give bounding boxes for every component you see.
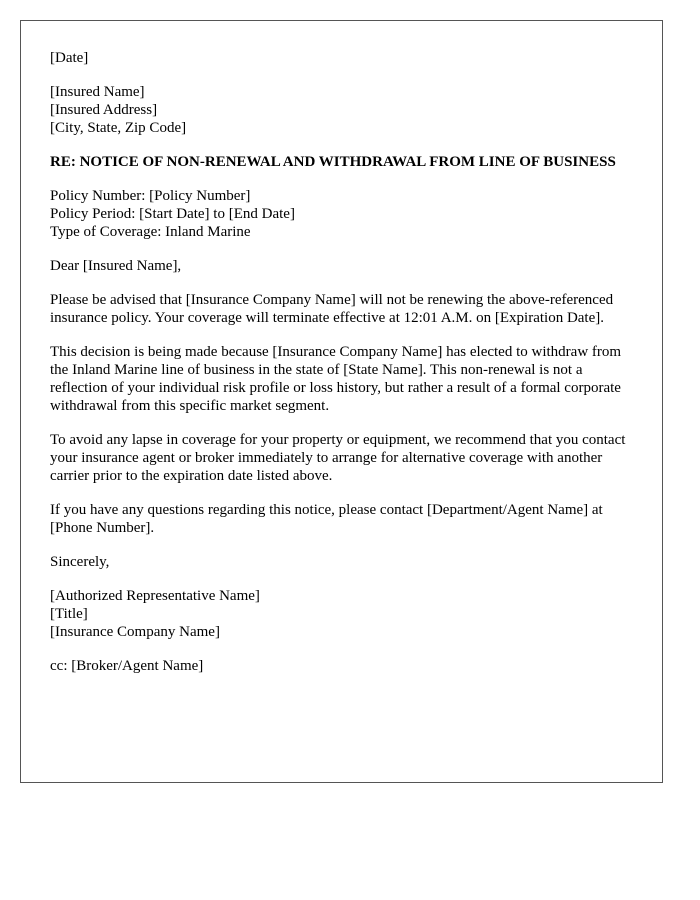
signature-title: [Title] (50, 606, 88, 622)
subject-line: RE: NOTICE OF NON-RENEWAL AND WITHDRAWAL FROM LINE OF BUSINESS (50, 154, 616, 170)
body-paragraph: This decision is being made because [Insurance Company Name] has elected to withdraw from the Inland Marine line of business in the state of [State Name]. This non-renewal is not a reflection of your individual risk profile or loss history, but rather a result of a formal corporate withdrawal from this specific market segment. (50, 344, 622, 414)
policy-number: Policy Number: [Policy Number] (50, 188, 251, 204)
recipient-name: [Insured Name] (50, 84, 145, 100)
coverage-type: Type of Coverage: Inland Marine (50, 224, 251, 240)
recipient-city-state-zip: [City, State, Zip Code] (50, 120, 187, 136)
cc-line: cc: [Broker/Agent Name] (50, 658, 204, 674)
salutation: Dear [Insured Name], (50, 258, 182, 274)
signature-name: [Authorized Representative Name] (50, 588, 260, 604)
body-paragraph: If you have any questions regarding this notice, please contact [Department/Agent Name] at [Phone Number]. (50, 502, 603, 536)
body-paragraph: Please be advised that [Insurance Company Name] will not be renewing the above-referenced insurance policy. Your coverage will terminate effective at 12:01 A.M. on [Expiration Date]. (50, 292, 614, 326)
letter (20, 20, 663, 783)
policy-block (50, 187, 633, 241)
signature-block (50, 587, 633, 641)
closing: Sincerely, (50, 554, 110, 570)
recipient-block (50, 83, 633, 137)
date: [Date] (50, 50, 89, 66)
signature-company: [Insurance Company Name] (50, 624, 220, 640)
recipient-address: [Insured Address] (50, 102, 158, 118)
body-paragraph: To avoid any lapse in coverage for your property or equipment, we recommend that you contact your insurance agent or broker immediately to arrange for alternative coverage with another carrier prior to the expiration date listed above. (50, 432, 626, 484)
policy-period: Policy Period: [Start Date] to [End Date] (50, 206, 295, 222)
